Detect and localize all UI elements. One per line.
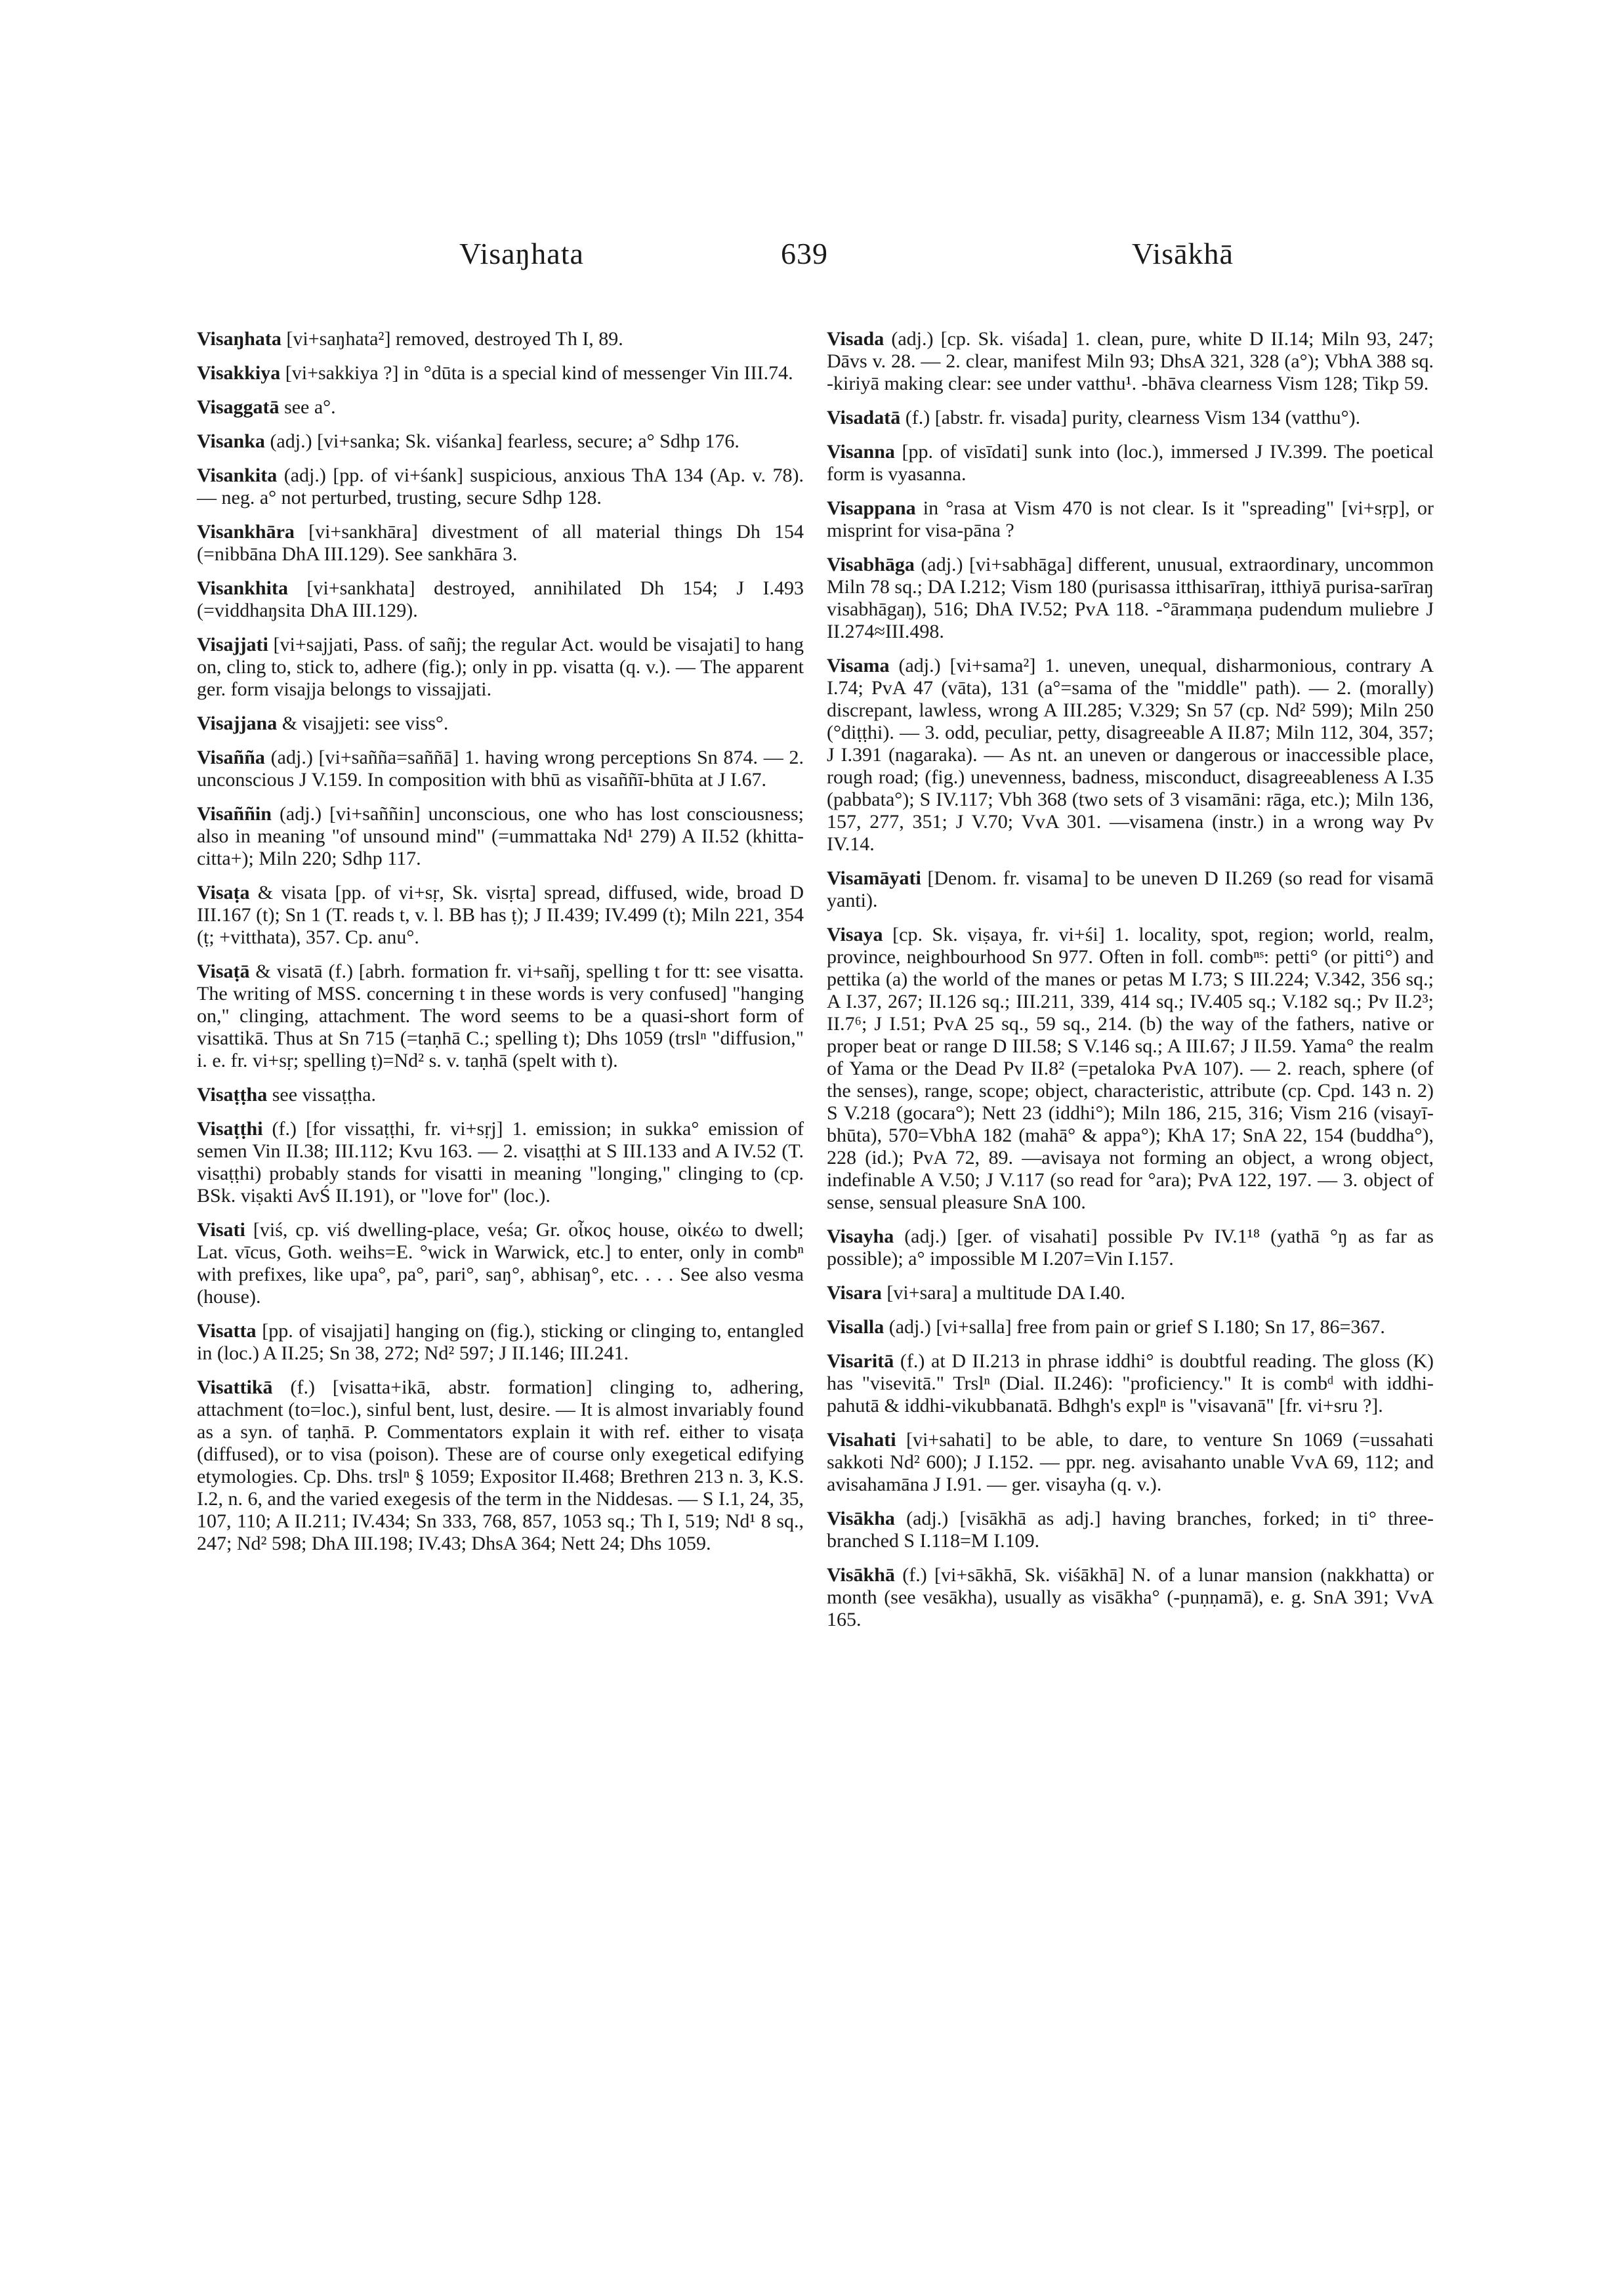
dictionary-entry xyxy=(197,521,804,566)
definition: & visata [pp. of vi+sṛ, Sk. visṛta] spread, diffused, wide, broad D III.167 (t); Sn 1 (T. reads t, v. l. BB has ṭ); J II.439; IV.499 (t); Miln 221, 354 (ṭ; +vitthata), 357. Cp. anu°. xyxy=(197,882,804,948)
headword: Visākha xyxy=(827,1508,895,1529)
dictionary-entry xyxy=(197,1219,804,1308)
page-number: 639 xyxy=(781,237,828,270)
definition: (adj.) [cp. Sk. viśada] 1. clean, pure, white D II.14; Miln 93, 247; Dāvs v. 28. — 2. clear, manifest Miln 93; DhsA 321, 328 (a°); VbhA 388 sq. -kiriyā making clear: see under vatthu¹. -bhāva clearness Vism 128; Tikp 59. xyxy=(827,328,1434,394)
headword: Visada xyxy=(827,328,885,350)
dictionary-entry xyxy=(197,577,804,622)
definition: (f.) [abstr. fr. visada] purity, clearness Vism 134 (vatthu°). xyxy=(900,407,1361,428)
dictionary-entry xyxy=(827,407,1434,429)
dictionary-entry xyxy=(827,328,1434,395)
dictionary-entry xyxy=(197,465,804,509)
headword: Visajjana xyxy=(197,713,278,734)
dictionary-entry xyxy=(827,1564,1434,1631)
dictionary-entry xyxy=(827,554,1434,643)
definition: [vi+saŋhata²] removed, destroyed Th I, 89. xyxy=(281,328,623,350)
headword: Visalla xyxy=(827,1316,885,1338)
definition: [vi+sankhata] destroyed, annihilated Dh 154; J I.493 (=viddhaŋsita DhA III.129). xyxy=(197,577,804,621)
headword: Visaŋhata xyxy=(197,328,281,350)
dictionary-entry xyxy=(197,1376,804,1555)
dictionary-entry xyxy=(197,634,804,701)
headword: Visanka xyxy=(197,430,265,452)
dictionary-entry xyxy=(827,655,1434,856)
dictionary-entry xyxy=(197,882,804,949)
definition: [pp. of visīdati] sunk into (loc.), immersed J IV.399. The poetical form is vyasanna. xyxy=(827,441,1434,485)
definition: (adj.) [ger. of visahati] possible Pv IV.1¹⁸ (yathā °ŋ as far as possible); a° impossible M I.207=Vin I.157. xyxy=(827,1226,1434,1270)
dictionary-entry xyxy=(827,497,1434,542)
dictionary-entry xyxy=(197,1118,804,1207)
headword: Visankhāra xyxy=(197,521,295,543)
headword: Visaggatā xyxy=(197,396,280,418)
dictionary-entry xyxy=(827,867,1434,912)
headword: Visaṭṭhi xyxy=(197,1118,263,1140)
dictionary-entry xyxy=(197,396,804,419)
definition: [vi+sakkiya ?] in °dūta is a special kind of messenger Vin III.74. xyxy=(280,362,793,384)
dictionary-entry xyxy=(827,1508,1434,1552)
definition: (adj.) [vi+saññin] unconscious, one who has lost consciousness; also in meaning "of unsound mind" (=ummattaka Nd¹ 279) A II.52 (khitta-citta+); Miln 220; Sdhp 117. xyxy=(197,803,804,869)
definition: (f.) at D II.213 in phrase iddhi° is doubtful reading. The gloss (K) has "visevitā." Trslⁿ (Dial. II.246): "proficiency." It is combᵈ with iddhi-pahutā & iddhi-vikubbanatā. Bdhgh's explⁿ is "visavanā" [fr. vi+sru ?]. xyxy=(827,1350,1434,1416)
dictionary-entry xyxy=(827,1350,1434,1417)
dictionary-entry xyxy=(827,1316,1434,1338)
definition: (adj.) [vi+sabhāga] different, unusual, extraordinary, uncommon Miln 78 sq.; DA I.212; Vism 180 (purisassa itthisarīraŋ, itthiyā purisa-sarīraŋ visabhāgaŋ), 516; DhA IV.52; PvA 118. -°ārammaṇa pudendum muliebre J II.274≈III.498. xyxy=(827,554,1434,642)
headword: Visaññin xyxy=(197,803,272,825)
dictionary-entry xyxy=(197,1320,804,1365)
headword: Visaṭṭha xyxy=(197,1084,268,1106)
dictionary-entry xyxy=(197,713,804,735)
definition: [vi+sahati] to be able, to dare, to venture Sn 1069 (=ussahati sakkoti Nd² 600); J I.152. — ppr. neg. avisahanto unable VvA 69, 112; and avisahamāna J I.91. — ger. visayha (q. v.). xyxy=(827,1429,1434,1495)
headword: Visappana xyxy=(827,497,916,519)
dictionary-entry xyxy=(197,362,804,384)
headword: Visama xyxy=(827,655,890,676)
definition: [cp. Sk. viṣaya, fr. vi+śi] 1. locality, spot, region; world, realm, province, neighbourhood Sn 977. Often in foll. combⁿˢ: petti° (or pitti°) and pettika (a) the world of the manes or petas M I.73; S III.224; V.342, 356 sq.; A I.37, 267; II.126 sq.; III.211, 339, 414 sq.; IV.405 sq.; V.182 sq.; Pv II.2³; II.7⁶; J I.51; PvA 25 sq., 59 sq., 214. (b) the way of the fathers, native or proper beat or range D III.58; S V.146 sq.; A III.67; J II.59. Yama° the realm of Yama or the Dead Pv II.8² (=petaloka PvA 107). — 2. reach, sphere (of the senses), range, scope; object, characteristic, attribute (cp. Cpd. 143 n. 2) S V.218 (gocara°); Nett 23 (iddhi°); Miln 186, 215, 316; Vism 216 (visayī-bhūta), 570=VbhA 182 (mahā° & appa°); KhA 17; SnA 22, 154 (buddha°), 228 (id.); PvA 72, 89. —avisaya not forming an object, a wrong object, indefinable A V.50; J V.117 (so read for °ara); PvA 122, 197. — 3. object of sense, sensual pleasure SnA 100. xyxy=(827,924,1434,1213)
headword: Visaṭā xyxy=(197,961,250,982)
headword: Visākhā xyxy=(827,1564,895,1586)
definition: (adj.) [vi+salla] free from pain or grief S I.180; Sn 17, 86=367. xyxy=(884,1316,1385,1338)
definition: & visatā (f.) [abrh. formation fr. vi+sañj, spelling t for tt: see visatta. The writing of MSS. concerning t in these words is very confused] "hanging on," clinging, attachment. The word seems to be a quasi-short form of visattikā. Thus at Sn 715 (=taṇhā C.; spelling t); Dhs 1059 (trslⁿ "diffusion," i. e. fr. vi+sṛ; spelling ṭ)=Nd² s. v. taṇhā (spelt with t). xyxy=(197,961,804,1071)
definition: [viś, cp. viś dwelling-place, veśa; Gr. οἶκος house, οἰκέω to dwell; Lat. vīcus, Goth. weihs=E. °wick in Warwick, etc.] to enter, only in combⁿ with prefixes, like upa°, pa°, pari°, saŋ°, abhisaŋ°, etc. . . . See also vesma (house). xyxy=(197,1219,804,1308)
dictionary-entry xyxy=(197,961,804,1072)
dictionary-entry xyxy=(827,924,1434,1214)
headword: Visara xyxy=(827,1282,882,1304)
header-right-headword: Visākhā xyxy=(1132,237,1234,270)
headword: Visanna xyxy=(827,441,895,463)
right-column xyxy=(827,328,1434,1643)
definition: (f.) [for vissaṭṭhi, fr. vi+sṛj] 1. emission; in sukka° emission of semen Vin II.38; III.112; Kvu 163. — 2. visaṭṭhi at S III.133 and A IV.52 (T. visaṭṭhi) probably stands for visatti in meaning "longing," clinging to (cp. BSk. viṣakti AvŚ II.191), or "love for" (loc.). xyxy=(197,1118,804,1207)
definition: [vi+sajjati, Pass. of sañj; the regular Act. would be visajati] to hang on, cling to, stick to, adhere (fig.); only in pp. visatta (q. v.). — The apparent ger. form visajja belongs to vissajjati. xyxy=(197,634,804,700)
headword: Visati xyxy=(197,1219,245,1241)
headword: Visañña xyxy=(197,747,265,768)
headword: Visankita xyxy=(197,465,278,486)
headword: Visakkiya xyxy=(197,362,281,384)
definition: [pp. of visajjati] hanging on (fig.), sticking or clinging to, entangled in (loc.) A II.25; Sn 38, 272; Nd² 597; J II.146; III.241. xyxy=(197,1320,804,1364)
definition: see a°. xyxy=(279,396,336,418)
definition: & visajjeti: see viss°. xyxy=(277,713,449,734)
dictionary-entry xyxy=(827,1429,1434,1496)
dictionary-entry xyxy=(827,1282,1434,1304)
dictionary-entry xyxy=(197,747,804,791)
headword: Visajjati xyxy=(197,634,268,655)
definition: (adj.) [vi+sañña=saññā] 1. having wrong perceptions Sn 874. — 2. unconscious J V.159. In composition with bhū as visaññī-bhūta at J I.67. xyxy=(197,747,804,791)
headword: Visaṭa xyxy=(197,882,250,903)
headword: Visadatā xyxy=(827,407,901,428)
definition: [Denom. fr. visama] to be uneven D II.269 (so read for visamā yanti). xyxy=(827,867,1434,911)
headword: Visaritā xyxy=(827,1350,894,1372)
left-column xyxy=(197,328,804,1567)
definition: (adj.) [visākhā as adj.] having branches, forked; in ti° three-branched S I.118=M I.109. xyxy=(827,1508,1434,1552)
definition: [vi+sara] a multitude DA I.40. xyxy=(881,1282,1125,1304)
headword: Visaya xyxy=(827,924,883,945)
dictionary-entry xyxy=(197,430,804,453)
running-header xyxy=(0,236,1624,289)
dictionary-entry xyxy=(827,1226,1434,1270)
dictionary-entry xyxy=(197,803,804,870)
definition: (f.) [visatta+ikā, abstr. formation] clinging to, adhering, attachment (to=loc.), sinful bent, lust, desire. — It is almost invariably found as a syn. of taṇhā. P. Commentators explain it with ref. either to visaṭa (diffused), or to visa (poison). These are of course only exegetical edifying etymologies. Cp. Dhs. trslⁿ § 1059; Expositor II.468; Brethren 213 n. 3, K.S. I.2, n. 6, and the varied exegesis of the term in the Niddesas. — S I.1, 24, 35, 107, 110; A II.211; IV.434; Sn 333, 768, 857, 1053 sq.; Th I, 519; Nd¹ 8 sq., 247; Nd² 598; DhA III.198; IV.43; DhsA 364; Nett 24; Dhs 1059. xyxy=(197,1376,804,1554)
definition: (adj.) [pp. of vi+śank] suspicious, anxious ThA 134 (Ap. v. 78). — neg. a° not perturbed, trusting, secure Sdhp 128. xyxy=(197,465,804,508)
headword: Visatta xyxy=(197,1320,257,1342)
dictionary-entry xyxy=(827,441,1434,486)
headword: Visamāyati xyxy=(827,867,921,889)
definition: (adj.) [vi+sama²] 1. uneven, unequal, disharmonious, contrary A I.74; PvA 47 (vāta), 131 (a°=sama of the "middle" path). — 2. (morally) discrepant, lawless, wrong A III.285; V.329; Sn 57 (cp. Nd² 599); Miln 250 (°diṭṭhi). — 3. odd, peculiar, petty, disagreeable A II.87; Miln 112, 304, 357; J I.391 (nagaraka). — As nt. an uneven or dangerous or inaccessible place, rough road; (fig.) unevenness, badness, misconduct, disagreeableness A I.35 (pabbata°); S IV.117; Vbh 368 (two sets of 3 visamāni: rāga, etc.); Miln 136, 157, 277, 351; J V.70; VvA 301. —visamena (instr.) in a wrong way Pv IV.14. xyxy=(827,655,1434,855)
headword: Visayha xyxy=(827,1226,894,1247)
header-left-headword: Visaŋhata xyxy=(459,237,584,270)
definition: in °rasa at Vism 470 is not clear. Is it "spreading" [vi+sṛp], or misprint for visa-pāna ? xyxy=(827,497,1434,541)
definition: see vissaṭṭha. xyxy=(267,1084,377,1106)
headword: Visattikā xyxy=(197,1376,273,1398)
headword: Visahati xyxy=(827,1429,896,1451)
headword: Visabhāga xyxy=(827,554,915,575)
dictionary-entry xyxy=(197,328,804,350)
definition: (f.) [vi+sākhā, Sk. viśākhā] N. of a lunar mansion (nakkhatta) or month (see vesākha), usually as visākha° (-puṇṇamā), e. g. SnA 391; VvA 165. xyxy=(827,1564,1434,1630)
headword: Visankhita xyxy=(197,577,288,599)
dictionary-entry xyxy=(197,1084,804,1106)
definition: (adj.) [vi+sanka; Sk. viśanka] fearless, secure; a° Sdhp 176. xyxy=(264,430,739,452)
definition: [vi+sankhāra] divestment of all material things Dh 154 (=nibbāna DhA III.129). See sankhāra 3. xyxy=(197,521,804,565)
